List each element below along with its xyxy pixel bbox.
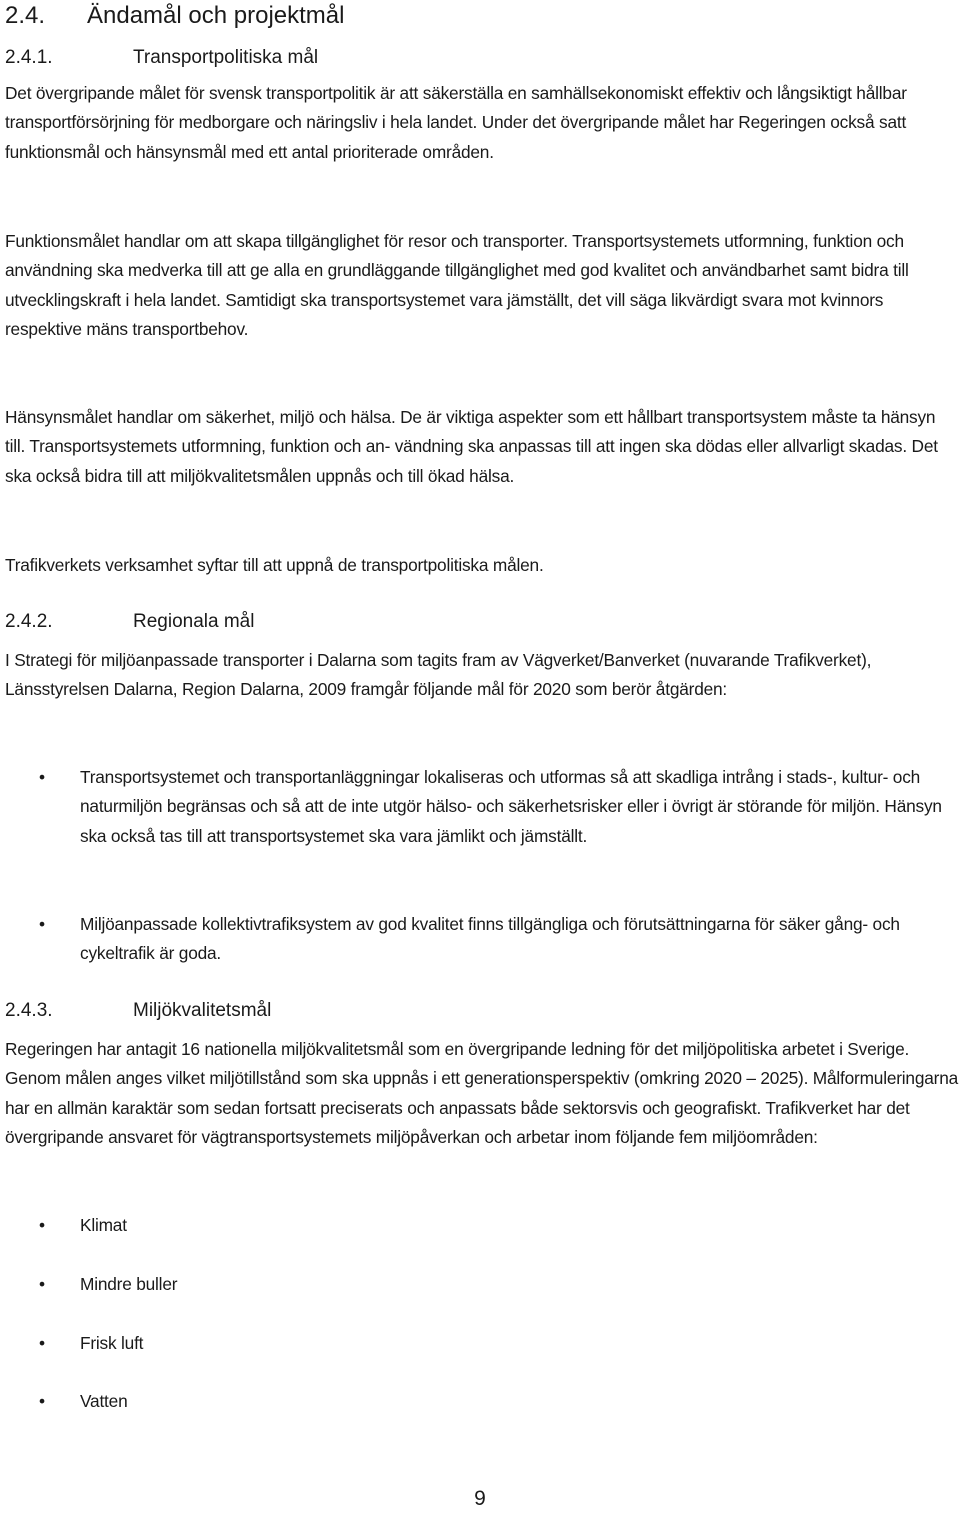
- list-item-text: Frisk luft: [80, 1333, 144, 1353]
- bullet-icon: •: [39, 1333, 45, 1353]
- bullet-icon: •: [39, 1391, 45, 1411]
- bullet-icon: •: [39, 1215, 45, 1235]
- subsection-heading-1: [5, 47, 318, 69]
- subsection-title: Regionala mål: [133, 611, 255, 632]
- subsection-number: 2.4.1.: [5, 47, 53, 68]
- subsection-number: 2.4.2.: [5, 611, 53, 632]
- paragraph: Det övergripande målet för svensk transportpolitik är att säkerställa en samhällsekonomiskt effektiv och långsiktigt hållbar transportförsörjning för medborgare och näringsliv i hela landet. Under det övergripande målet har Regeringen också satt funktionsmål och hänsynsmål med ett antal prioriterade områden.: [5, 83, 907, 162]
- page-number: 9: [474, 1487, 486, 1510]
- paragraph: Funktionsmålet handlar om att skapa tillgänglighet för resor och transporter. Transportsystemets utformning, funktion och användning ska medverka till att ge alla en grundläggande tillgänglighet med god kvalitet och användbarhet samt bidra till utvecklingskraft i hela landet. Samtidigt ska transportsystemet vara jämställt, det vill säga likvärdigt svara mot kvinnors respektive mäns transportbehov.: [5, 231, 909, 339]
- section-number: 2.4.: [5, 2, 46, 29]
- subsection-heading-2: [5, 611, 254, 633]
- subsection-heading-3: [5, 1000, 271, 1022]
- list-item-text: Miljöanpassade kollektivtrafiksystem av god kvalitet finns tillgängliga och förutsättningarna för säker gång- och cykeltrafik är goda.: [80, 914, 900, 964]
- subsection-title: Transportpolitiska mål: [133, 47, 319, 68]
- paragraph: I Strategi för miljöanpassade transporter i Dalarna som tagits fram av Vägverket/Banverket (nuvarande Trafikverket), Länsstyrelsen Dalarna, Region Dalarna, 2009 framgår följande mål för 2020 som berör åtgärden:: [5, 650, 872, 700]
- list-item-text: Vatten: [80, 1391, 128, 1411]
- paragraph: Regeringen har antagit 16 nationella miljökvalitetsmål som en övergripande ledning för det miljöpolitiska arbetet i Sverige. Genom målen anges vilket miljötillstånd som ska uppnås i ett generationsperspektiv (omkring 2020 – 2025). Målformuleringarna har en allmän karaktär som sedan fortsatt preciserats och anpassats både sektorsvis och geografiskt. Trafikverket har det övergripande ansvaret för vägtransportsystemets miljöpåverkan och arbetar inom följande fem miljöområden:: [5, 1039, 959, 1147]
- list-item-text: Transportsystemet och transportanläggningar lokaliseras och utformas så att skadliga intrång i stads-, kultur- och naturmiljön begränsas och så att de inte utgör hälso- och säkerhetsrisker eller i övrigt är störande för miljön. Hänsyn ska också tas till att transportsystemet ska vara jämlikt och jämställt.: [80, 767, 942, 846]
- bullet-icon: •: [39, 1274, 45, 1294]
- subsection-title: Miljökvalitetsmål: [133, 1000, 272, 1021]
- bullet-icon: •: [39, 914, 45, 934]
- bullet-icon: •: [39, 767, 45, 787]
- section-heading: [5, 2, 344, 30]
- paragraph: Trafikverkets verksamhet syftar till att uppnå de transportpolitiska målen.: [5, 555, 544, 575]
- list-item-text: Mindre buller: [80, 1274, 178, 1294]
- paragraph: Hänsynsmålet handlar om säkerhet, miljö och hälsa. De är viktiga aspekter som ett hållbart transportsystem måste ta hänsyn till. Transportsystemets utformning, funktion och an- vändning ska anpassas till att ingen ska dödas eller allvarligt skadas. Det ska också bidra till att miljökvalitetsmålen uppnås och till ökad hälsa.: [5, 407, 938, 486]
- subsection-number: 2.4.3.: [5, 1000, 53, 1021]
- list-item-text: Klimat: [80, 1215, 127, 1235]
- section-title: Ändamål och projektmål: [87, 2, 345, 29]
